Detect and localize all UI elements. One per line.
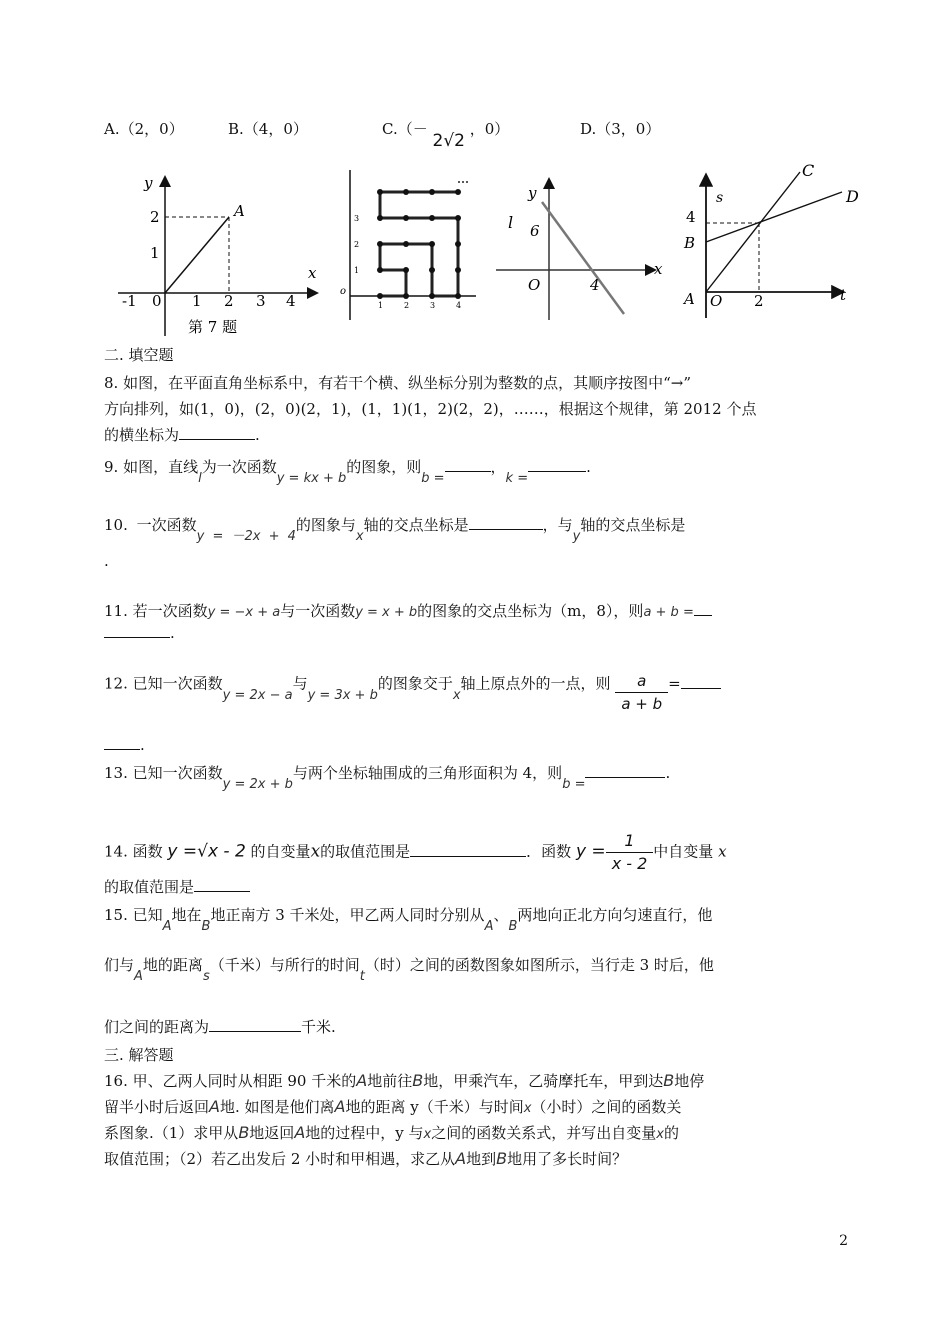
q12-text-b: 与 xyxy=(292,674,308,693)
q13-text-b: 与两个坐标轴围成的三角形面积为 4，则 xyxy=(292,764,563,782)
fig8-path xyxy=(380,192,458,296)
fig8-origin: o xyxy=(340,286,347,297)
q12-fraction xyxy=(615,670,668,715)
q16-text-2c: 地的距离 y（千米）与时间 xyxy=(345,1098,524,1116)
q16-text-1d: 地停 xyxy=(674,1072,705,1090)
fig9-x-label: x xyxy=(654,260,663,278)
q12-x: x xyxy=(452,687,461,703)
fig8-xtick-2: 2 xyxy=(404,301,410,310)
q8-answer-blank[interactable] xyxy=(179,425,255,440)
q15-text-b: 地在 xyxy=(171,906,202,924)
q9-l: l xyxy=(198,471,202,486)
fig8-ytick-1: 1 xyxy=(354,266,360,275)
q16-x-2: x xyxy=(423,1127,432,1142)
q16-A-1: A xyxy=(356,1071,368,1090)
fig7-xtick-m1: -1 xyxy=(122,292,137,310)
fig7-xtick-1: 1 xyxy=(192,292,202,310)
q14-text-l2: 的取值范围是 xyxy=(104,878,195,896)
fig7-point-a: A xyxy=(234,202,245,220)
fig7-ytick-1: 1 xyxy=(150,244,160,262)
q15-A3: A xyxy=(134,969,143,984)
q9 xyxy=(104,456,591,486)
fig8-xtick-4: 4 xyxy=(456,301,462,310)
fig7-y-label: y xyxy=(144,174,153,192)
q16-line1 xyxy=(104,1070,704,1092)
q16-text-4b: 地到 xyxy=(466,1150,497,1168)
q13-formula: y = 2x + b xyxy=(222,777,293,792)
q15-t: t xyxy=(359,969,365,984)
q8-period: . xyxy=(255,426,260,444)
q13-b-var: b = xyxy=(562,777,586,792)
q16-A-2: A xyxy=(209,1097,220,1116)
q12-equals: = xyxy=(668,674,681,693)
q15-text-h: （千米）与所行的时间 xyxy=(209,956,360,974)
page-number: 2 xyxy=(839,1233,848,1249)
q14-text-a: 14. 函数 xyxy=(104,842,163,861)
fig8-xtick-3: 3 xyxy=(430,301,436,310)
q11-blank-a[interactable] xyxy=(694,601,712,616)
q10-text-e: 轴的交点坐标是 xyxy=(580,516,686,534)
figures-row xyxy=(110,160,870,340)
q10-formula: y = －2x + 4 xyxy=(196,529,296,544)
q16-text-1c: 地，甲乘汽车，乙骑摩托车，甲到达 xyxy=(423,1072,664,1090)
q15-text-a: 15. 已知 xyxy=(104,906,163,924)
q14-line2 xyxy=(104,876,250,898)
q11-text-a: 11. 若一次函数 xyxy=(104,602,208,620)
fig9-origin: O xyxy=(528,276,541,294)
q16-text-3e: 的 xyxy=(663,1124,679,1142)
q12-denominator: a + b xyxy=(621,695,663,713)
q16-B-4: B xyxy=(496,1149,508,1168)
figure-9 xyxy=(494,160,674,330)
figure-15 xyxy=(676,160,876,330)
q16-A-4: A xyxy=(294,1123,306,1142)
q13-text-a: 13. 已知一次函数 xyxy=(104,764,223,782)
choice-b: B.（4，0） xyxy=(228,120,308,138)
q16-text-2a: 留半小时后返回 xyxy=(104,1098,210,1116)
fig15-s-label: s xyxy=(716,190,724,206)
fig15-d-label: D xyxy=(846,187,859,206)
q15-B2: B xyxy=(508,919,518,934)
q11 xyxy=(104,600,712,624)
q11-line2 xyxy=(104,622,175,644)
q10-y: y xyxy=(572,529,581,544)
q15-line3 xyxy=(104,1016,336,1038)
q14-denominator: x - 2 xyxy=(611,854,648,873)
q10-text-d: ，与 xyxy=(542,516,573,534)
q16-text-2d: （小时）之间的函数关 xyxy=(531,1098,682,1116)
q14-text-d: ．函数 xyxy=(526,842,572,861)
fig8-xtick-1: 1 xyxy=(378,301,384,310)
q11-formula-1: y = −x + a xyxy=(207,605,281,620)
fig15-b-label: B xyxy=(684,234,696,252)
q15-text-d: 、 xyxy=(493,906,509,924)
q16-line3 xyxy=(104,1122,679,1146)
q9-b-var: b = xyxy=(421,471,445,486)
q11-formula-3: a + b = xyxy=(643,605,694,620)
q10-x: x xyxy=(355,529,364,544)
q14-text-b: 的自变量 xyxy=(250,842,311,861)
section-2-heading: 二. 填空题 xyxy=(104,346,174,364)
q14-x2: x xyxy=(718,842,727,861)
q9-end: . xyxy=(586,458,591,476)
fig15-line-d xyxy=(706,192,842,242)
fig7-xtick-4: 4 xyxy=(286,292,296,310)
choice-a: A.（2，0） xyxy=(104,120,184,138)
q9-text-a: 9. 如图，直线 xyxy=(104,458,199,476)
q14-blank-2[interactable] xyxy=(194,877,250,892)
q10-text-b: 的图象与 xyxy=(295,516,356,534)
q16-text-3d: 之间的函数关系式，并写出自变量 xyxy=(431,1124,657,1142)
q15-text-i: （时）之间的函数图象如图所示，当行走 3 时后，他 xyxy=(364,956,714,974)
fig7-xtick-2: 2 xyxy=(224,292,234,310)
q15-A2: A xyxy=(484,919,494,934)
q8-line1: 8. 如图，在平面直角坐标系中，有若干个横、纵坐标分别为整数的点，其顺序按图中“→” xyxy=(104,374,691,392)
q14-formula-1: y =√x - 2 xyxy=(167,841,246,862)
q14-blank-1[interactable] xyxy=(410,842,526,857)
q10-text-a: 10. 一次函数 xyxy=(104,516,197,534)
q8-line3 xyxy=(104,424,260,446)
q9-text-b: 为一次函数 xyxy=(201,458,277,476)
q12-formula-2: y = 3x + b xyxy=(307,687,378,703)
q16-text-3b: 地返回 xyxy=(249,1124,295,1142)
q10 xyxy=(104,514,686,544)
q16-text-1b: 地前往 xyxy=(367,1072,413,1090)
fig15-o-label: O xyxy=(710,292,723,310)
q14-formula-2-prefix: y = xyxy=(575,841,606,862)
q9-sep: ， xyxy=(490,458,506,476)
q11-text-b: 与一次函数 xyxy=(280,602,356,620)
q15-text-k: 千米. xyxy=(301,1018,336,1036)
q14-text-e: 中自变量 xyxy=(653,842,714,861)
q16-x-1: x xyxy=(523,1101,532,1116)
q16-text-4a: 取值范围；（2）若乙出发后 2 小时和甲相遇，求乙从 xyxy=(104,1150,456,1168)
q12-text-a: 12. 已知一次函数 xyxy=(104,674,223,693)
q10-dot: . xyxy=(104,552,109,570)
q15-text-c: 地正南方 3 千米处，甲乙两人同时分别从 xyxy=(210,906,485,924)
figure-8 xyxy=(338,160,478,320)
q11-end: . xyxy=(170,624,175,642)
q15-line1 xyxy=(104,904,713,934)
q12-end: . xyxy=(140,736,145,754)
q10-text-c: 轴的交点坐标是 xyxy=(363,516,469,534)
fig9-y-intercept: 6 xyxy=(530,222,540,240)
q14-x: x xyxy=(310,841,321,862)
fig9-line-l xyxy=(542,202,624,314)
q15-text-f: 们与 xyxy=(104,956,135,974)
q13-end: . xyxy=(665,764,671,782)
q16-line4 xyxy=(104,1148,627,1170)
choice-c-suffix: ，0） xyxy=(469,120,510,138)
q15-B: B xyxy=(201,919,211,934)
choice-c-root: 2√2 xyxy=(432,131,465,151)
fig9-l-label: l xyxy=(508,213,514,232)
fig15-a-label: A xyxy=(684,290,695,308)
q16-B-1: B xyxy=(412,1071,424,1090)
q12-text-d: 轴上原点外的一点，则 xyxy=(460,674,611,693)
q9-b-blank[interactable] xyxy=(445,457,491,472)
q16-B-3: B xyxy=(238,1123,250,1142)
fig9-y-label: y xyxy=(528,184,537,202)
q9-k-var: k = xyxy=(505,471,529,486)
fig7-xtick-0: 0 xyxy=(152,292,162,310)
q12-formula-1: y = 2x − a xyxy=(222,687,293,703)
fig9-x-intercept: 4 xyxy=(590,276,600,294)
q12-line2 xyxy=(104,734,145,756)
q16-line2 xyxy=(104,1096,681,1120)
q16-B-2: B xyxy=(663,1071,675,1090)
q12-text-c: 的图象交于 xyxy=(377,674,453,693)
q9-formula: y = kx + b xyxy=(276,471,347,486)
figure-7 xyxy=(110,160,320,340)
q16-text-3a: 系图象.（1）求甲从 xyxy=(104,1124,239,1142)
q10-x-blank[interactable] xyxy=(469,515,543,530)
q15-line2 xyxy=(104,954,714,984)
fig15-s4: 4 xyxy=(686,208,696,226)
q12-blank-b[interactable] xyxy=(104,735,140,750)
q12-numerator: a xyxy=(615,670,668,693)
fig7-xtick-3: 3 xyxy=(256,292,266,310)
q16-text-3c: 地的过程中，y 与 xyxy=(305,1124,424,1142)
q11-blank-b[interactable] xyxy=(104,623,170,638)
q8-line2: 方向排列，如(1，0)，(2，0)(2，1)，(1，1)(1，2)(2，2)，……，根据这个规律，第 2012 个点 xyxy=(104,400,757,418)
q14-fraction xyxy=(606,830,654,875)
q15-s: s xyxy=(202,969,210,984)
q15-text-g: 地的距离 xyxy=(142,956,203,974)
choice-c xyxy=(382,118,510,151)
q16-text-2b: 地. 如图是他们离 xyxy=(219,1098,335,1116)
fig7-x-label: x xyxy=(308,264,317,282)
fig8-ytick-2: 2 xyxy=(354,240,360,249)
fig7-segment xyxy=(165,217,229,293)
q15-blank[interactable] xyxy=(209,1017,301,1032)
q11-formula-2: y = x + b xyxy=(355,605,418,620)
q9-text-c: 的图象，则 xyxy=(346,458,422,476)
fig15-c-label: C xyxy=(802,161,815,180)
fig15-t2: 2 xyxy=(754,292,764,310)
q16-A-5: A xyxy=(455,1149,467,1168)
fig7-ytick-2: 2 xyxy=(150,208,160,226)
q15-text-e: 两地向正北方向匀速直行，他 xyxy=(517,906,713,924)
fig15-t-label: t xyxy=(840,286,847,304)
q8-text: 的横坐标为 xyxy=(104,426,180,444)
q15-text-j: 们之间的距离为 xyxy=(104,1018,210,1036)
q14-text-c: 的取值范围是 xyxy=(320,842,411,861)
q15-A: A xyxy=(162,919,172,934)
fig8-ytick-3: 3 xyxy=(354,214,360,223)
q11-text-c: 的图象的交点坐标为（m，8），则 xyxy=(417,602,644,620)
q14 xyxy=(104,830,727,875)
choice-c-prefix: C.（－ xyxy=(382,120,428,138)
q9-k-blank[interactable] xyxy=(528,457,586,472)
q13 xyxy=(104,762,671,792)
q16-A-3: A xyxy=(334,1097,346,1116)
q13-blank[interactable] xyxy=(585,763,665,778)
q14-numerator: 1 xyxy=(606,830,654,853)
q16-text-4c: 地用了多长时间？ xyxy=(507,1150,628,1168)
q16-x-3: x xyxy=(656,1127,664,1142)
choice-d: D.（3，0） xyxy=(580,120,661,138)
section-3-heading: 三. 解答题 xyxy=(104,1046,174,1064)
q12 xyxy=(104,662,721,713)
q12-blank-a[interactable] xyxy=(681,674,721,689)
fig7-caption: 第 7 题 xyxy=(188,318,238,336)
q16-text-1a: 16. 甲、乙两人同时从相距 90 千米的 xyxy=(104,1072,357,1090)
